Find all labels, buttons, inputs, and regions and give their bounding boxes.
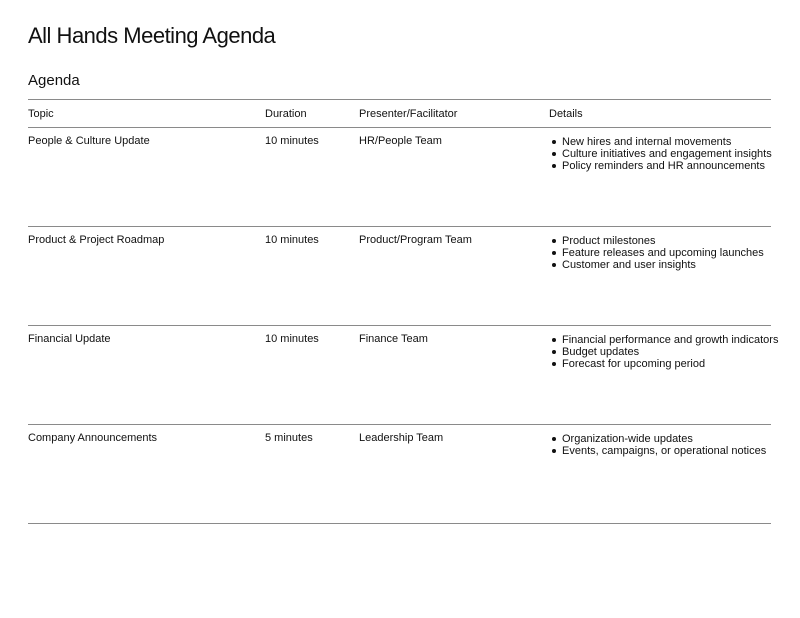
duration-cell: 5 minutes: [265, 432, 313, 444]
details-list: [549, 136, 771, 172]
details-list-item: [549, 346, 771, 358]
details-text: Forecast for upcoming period: [562, 358, 706, 370]
bullet-icon: [552, 350, 556, 354]
header-topic: Topic: [28, 108, 54, 120]
details-text: Organization-wide updates: [562, 433, 693, 445]
bullet-icon: [552, 239, 556, 243]
bullet-icon: [552, 152, 556, 156]
details-cell: [549, 235, 771, 271]
duration-cell: 10 minutes: [265, 234, 319, 246]
details-list-item: [549, 235, 771, 247]
section-heading: Agenda: [28, 72, 80, 89]
details-list-item: [549, 160, 771, 172]
details-text: Product milestones: [562, 235, 656, 247]
presenter-cell: Finance Team: [359, 333, 428, 345]
header-presenter: Presenter/Facilitator: [359, 108, 458, 120]
details-text: Financial performance and growth indicators: [562, 334, 779, 346]
bullet-icon: [552, 164, 556, 168]
topic-cell: People & Culture Update: [28, 135, 150, 147]
table-header-row: [28, 100, 771, 128]
table-row: [28, 227, 771, 326]
details-list-item: [549, 259, 771, 271]
details-list-item: [549, 334, 779, 346]
details-list-item: [549, 358, 771, 370]
details-list-item: [549, 148, 771, 160]
details-text: Customer and user insights: [562, 259, 696, 271]
duration-cell: 10 minutes: [265, 333, 319, 345]
bullet-icon: [552, 437, 556, 441]
details-text: Culture initiatives and engagement insights: [562, 148, 772, 160]
details-text: Events, campaigns, or operational notices: [562, 445, 767, 457]
presenter-cell: HR/People Team: [359, 135, 442, 147]
details-text: New hires and internal movements: [562, 136, 732, 148]
bullet-icon: [552, 362, 556, 366]
topic-cell: Financial Update: [28, 333, 111, 345]
topic-cell: Company Announcements: [28, 432, 158, 444]
duration-cell: 10 minutes: [265, 135, 319, 147]
bullet-icon: [552, 449, 556, 453]
bullet-icon: [552, 251, 556, 255]
details-list-item: [549, 247, 771, 259]
details-text: Feature releases and upcoming launches: [562, 247, 764, 259]
bullet-icon: [552, 338, 556, 342]
details-list: [549, 334, 779, 370]
details-list: [549, 235, 771, 271]
details-list: [549, 433, 771, 457]
presenter-cell: Product/Program Team: [359, 234, 472, 246]
bullet-icon: [552, 140, 556, 144]
details-cell: [549, 433, 771, 457]
table-row: [28, 326, 779, 425]
page-title: All Hands Meeting Agenda: [28, 23, 276, 48]
details-list-item: [549, 136, 771, 148]
details-cell: [549, 334, 779, 370]
bullet-icon: [552, 263, 556, 267]
agenda-table: [28, 99, 779, 524]
details-list-item: [549, 445, 771, 457]
details-text: Policy reminders and HR announcements: [562, 160, 765, 172]
table-row: [28, 425, 771, 524]
header-duration: Duration: [265, 108, 307, 120]
presenter-cell: Leadership Team: [359, 432, 444, 444]
table-row: [28, 128, 771, 227]
details-cell: [549, 136, 771, 172]
header-details: Details: [549, 108, 583, 120]
topic-cell: Product & Project Roadmap: [28, 234, 165, 246]
details-text: Budget updates: [562, 346, 640, 358]
details-list-item: [549, 433, 771, 445]
